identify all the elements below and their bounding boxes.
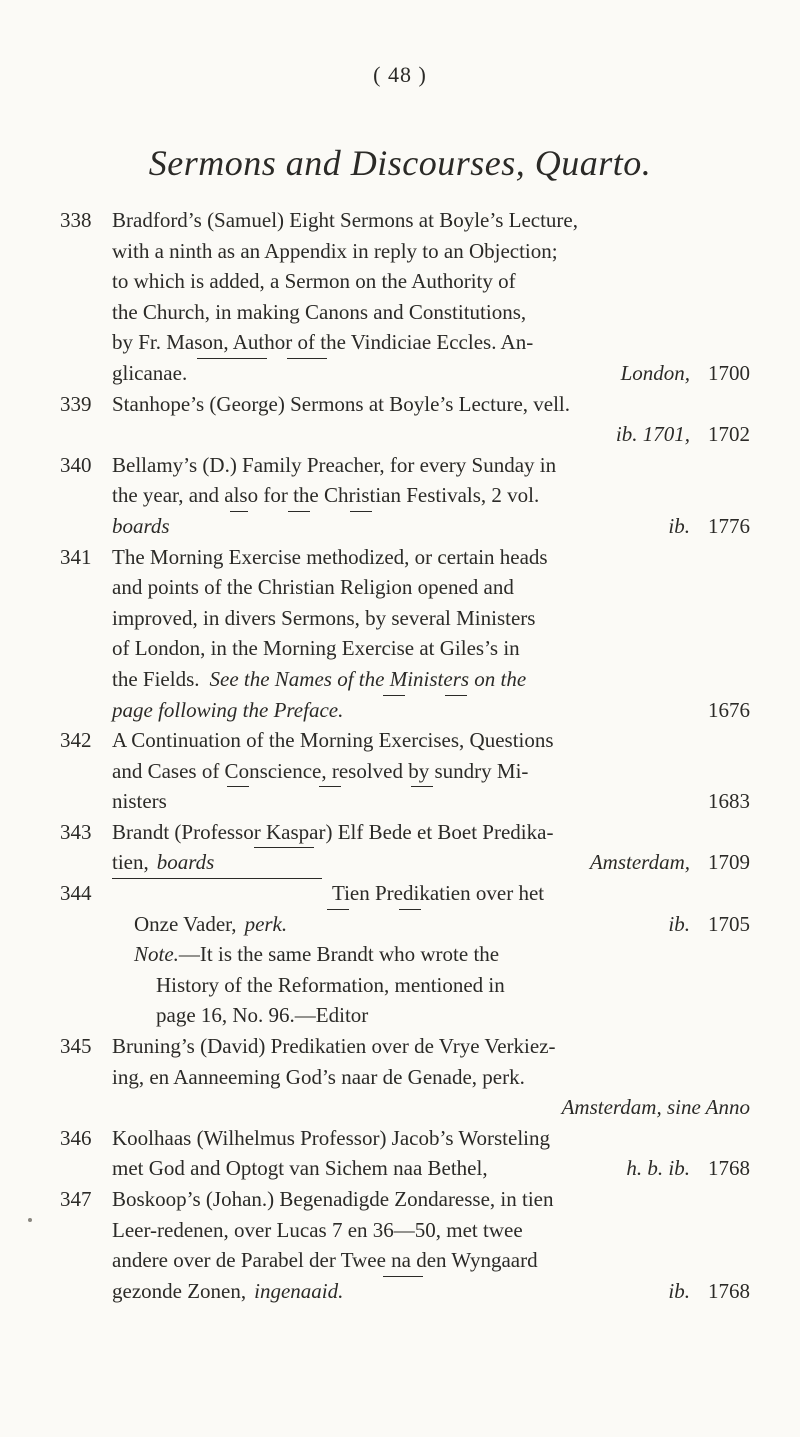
- entry-text: Brandt (Professor Kaspar) Elf Bede et Boet Predika-: [112, 819, 554, 844]
- page-title: Sermons and Discourses, Quarto.: [148, 143, 652, 183]
- catalogue-entry: [60, 817, 750, 878]
- imprint-place: Amsterdam, sine Anno: [561, 1095, 750, 1120]
- dash-rule: [411, 786, 433, 817]
- entry-text: Leer-redenen, over Lucas 7 en 36—50, met twee: [112, 1217, 523, 1242]
- entry-year: 1768: [708, 1156, 750, 1181]
- dash-rule: [197, 358, 267, 389]
- binding-note: boards: [156, 850, 215, 875]
- entry-number: 339: [60, 391, 92, 416]
- entry-year: 1709: [708, 850, 750, 875]
- entry-text: to which is added, a Sermon on the Authority of: [112, 269, 516, 294]
- entry-text: with a ninth as an Appendix in reply to an Objection;: [112, 238, 558, 263]
- entry-number: 340: [60, 452, 92, 477]
- dash-rule: [383, 695, 405, 726]
- binding-note: ingenaaid.: [254, 1278, 344, 1303]
- entry-year: 1676: [708, 697, 750, 722]
- entry-text: the Fields.: [112, 666, 200, 691]
- note-label: Note.: [134, 942, 179, 967]
- entry-number: 344: [60, 881, 92, 906]
- dash-rule: [327, 909, 349, 940]
- catalogue-entry: [60, 878, 750, 1031]
- entry-text: nisters: [112, 789, 167, 814]
- entry-year: 1700: [708, 360, 750, 385]
- entry-number: 342: [60, 728, 92, 753]
- entry-text: Onze Vader,: [134, 911, 237, 936]
- entry-text: improved, in divers Sermons, by several Ministers: [112, 605, 536, 630]
- entry-note: History of the Reformation, mentioned in: [156, 972, 505, 997]
- imprint-place: ib.: [668, 1278, 690, 1303]
- entry-number: 341: [60, 544, 92, 569]
- entry-text: of London, in the Morning Exercise at Giles’s in: [112, 636, 520, 661]
- dash-rule: [254, 847, 314, 878]
- catalogue-entry: [60, 725, 750, 817]
- dash-rule: [383, 1276, 423, 1307]
- entry-year: 1776: [708, 513, 750, 538]
- dash-rule: [445, 695, 467, 726]
- ditto-rule: [112, 878, 322, 909]
- entry-text: Bruning’s (David) Predikatien over de Vrye Verkiez-: [112, 1034, 556, 1059]
- entry-year: 1702: [708, 422, 750, 447]
- entry-year: 1705: [708, 911, 750, 936]
- entry-number: 346: [60, 1125, 92, 1150]
- catalogue-entry: [60, 450, 750, 542]
- entry-year: 1683: [708, 789, 750, 814]
- entry-number: 345: [60, 1034, 92, 1059]
- dash-rule: [227, 786, 249, 817]
- entry-text: Bellamy’s (D.) Family Preacher, for every Sunday in: [112, 452, 557, 477]
- entry-text: tien,: [112, 850, 149, 875]
- dash-rule: [350, 511, 372, 542]
- entry-year: 1768: [708, 1278, 750, 1303]
- imprint-place: London,: [620, 360, 690, 385]
- imprint-place: h. b. ib.: [626, 1156, 690, 1181]
- entry-text: met God and Optogt van Sichem naa Bethel,: [112, 1156, 488, 1181]
- entry-text: The Morning Exercise methodized, or certain heads: [112, 544, 548, 569]
- entry-text: A Continuation of the Morning Exercises, Questions: [112, 728, 554, 753]
- entry-text: and Cases of Conscience, resolved by sundry Mi-: [112, 758, 529, 783]
- dash-rule: [319, 786, 341, 817]
- dash-rule: [230, 511, 248, 542]
- imprint-place: Amsterdam,: [589, 850, 690, 875]
- entry-number: 347: [60, 1187, 92, 1211]
- entry-number: 338: [60, 208, 92, 232]
- entry-note: —It is the same Brandt who wrote the: [178, 942, 500, 967]
- dash-rule: [399, 909, 421, 940]
- entry-note: page 16, No. 96.—Editor: [156, 1003, 369, 1028]
- catalogue-entry: [60, 1184, 750, 1306]
- entry-note: page following the Preface.: [112, 697, 344, 722]
- page-number: ( 48 ): [373, 62, 427, 87]
- entry-text: and points of the Christian Religion opened and: [112, 575, 514, 600]
- imprint-place: ib.: [668, 911, 690, 936]
- entry-text: Stanhope’s (George) Sermons at Boyle’s Lecture, vell.: [112, 391, 571, 416]
- entry-text: Bradford’s (Samuel) Eight Sermons at Boyle’s Lecture,: [112, 208, 578, 232]
- entry-text: gezonde Zonen,: [112, 1278, 247, 1303]
- entry-text: the Church, in making Canons and Constitutions,: [112, 299, 527, 324]
- catalogue-entry: [60, 389, 750, 450]
- entry-note: See the Names of the Ministers on the: [209, 666, 527, 691]
- entry-text: Tien Predikatien over het: [332, 881, 545, 906]
- binding-note: perk.: [244, 911, 288, 936]
- entry-text: Boskoop’s (Johan.) Begenadigde Zondaresse, in tien: [112, 1187, 554, 1211]
- catalogue-entry: [60, 542, 750, 726]
- entry-text: glicanae.: [112, 360, 188, 385]
- imprint-place: ib.: [668, 513, 690, 538]
- entry-text: andere over de Parabel der Twee na den Wyngaard: [112, 1248, 538, 1273]
- entry-text: by Fr. Mason, Author of the Vindiciae Eccles. An-: [112, 330, 534, 355]
- entry-text: ing, en Aanneeming God’s naar de Genade, perk.: [112, 1064, 525, 1089]
- dash-rule: [287, 358, 327, 389]
- catalogue-entry: [60, 205, 750, 389]
- catalogue-entry: [60, 1031, 750, 1123]
- entry-text: Koolhaas (Wilhelmus Professor) Jacob’s Worsteling: [112, 1125, 551, 1150]
- entry-number: 343: [60, 819, 92, 844]
- ink-speck: [28, 1218, 32, 1222]
- dash-rule: [288, 511, 310, 542]
- catalogue-entries: [60, 205, 750, 1306]
- entry-text: the year, and also for the Christian Festivals, 2 vol.: [112, 483, 540, 508]
- binding-note: boards: [112, 513, 170, 538]
- imprint-place: ib. 1701,: [615, 422, 690, 447]
- catalogue-entry: [60, 1123, 750, 1184]
